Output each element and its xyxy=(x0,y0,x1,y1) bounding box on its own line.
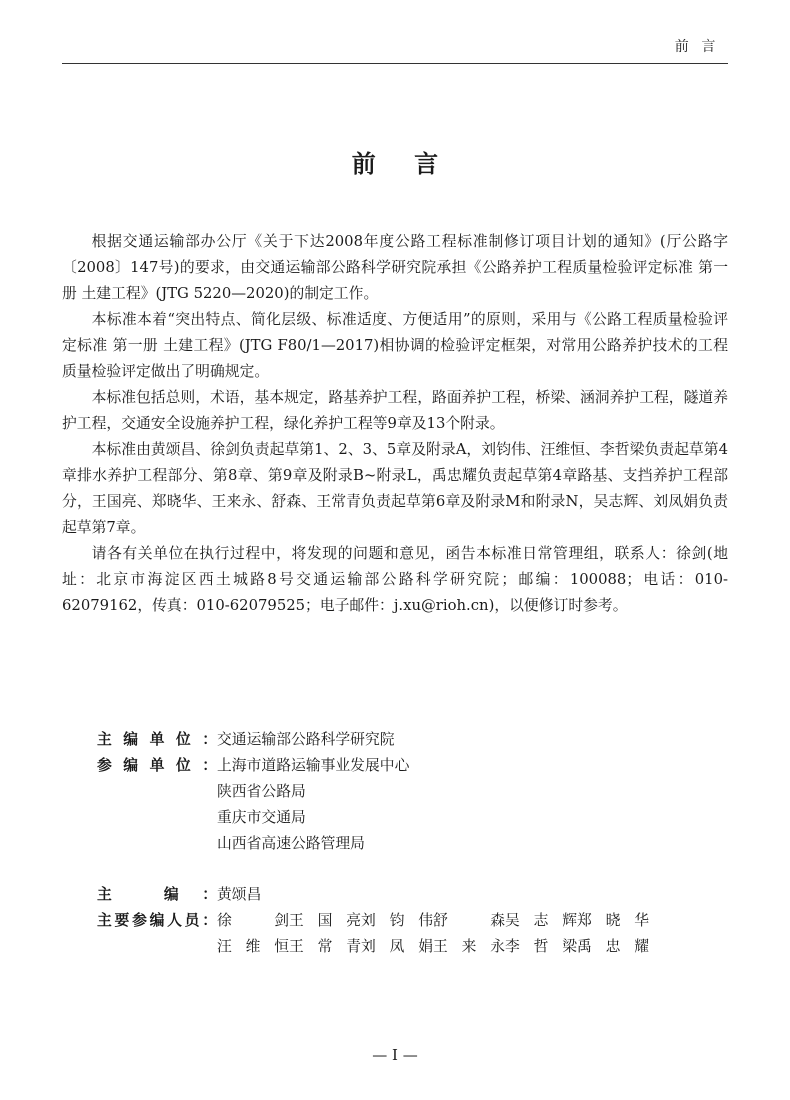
chief-editor-row xyxy=(97,882,728,908)
page-number: — I — xyxy=(372,1046,418,1064)
participants-line-1 xyxy=(217,908,728,934)
paragraph: 请各有关单位在执行过程中，将发现的问题和意见，函告本标准日常管理组，联系人：徐剑(地址：北京市海淀区西土城路8号交通运输部公路科学研究院；邮编：100088；电话：010-62079162，传真：010-62079525；电子邮件：j.xu@rioh.cn)，以便修订时参考。 xyxy=(62,545,728,614)
participant-name: 王国亮 xyxy=(289,912,361,929)
participants-row xyxy=(97,908,728,960)
participating-unit: 山西省高速公路管理局 xyxy=(217,835,365,852)
paragraph: 根据交通运输部办公厅《关于下达2008年度公路工程标准制修订项目计划的通知》(厅公路字〔2008〕147号)的要求，由交通运输部公路科学研究院承担《公路养护工程质量检验评定标准 第一册 土建工程》(JTG 5220—2020)的制定工作。 xyxy=(62,233,728,302)
running-header: 前言 xyxy=(62,36,728,64)
units-block xyxy=(97,727,728,857)
paragraph: 本标准由黄颂昌、徐剑负责起草第1、2、3、5章及附录A，刘钧伟、汪维恒、李哲梁负责起草第4章排水养护工程部分、第8章、第9章及附录B~附录L，禹忠耀负责起草第4章路基、支挡养护工程部分，王国亮、郑晓华、王来永、舒森、王常青负责起草第6章及附录M和附录N，吴志辉、刘凤娟负责起草第7章。 xyxy=(62,441,728,536)
participating-unit: 陕西省公路局 xyxy=(217,783,306,800)
chief-unit-row xyxy=(97,727,728,753)
preface-body xyxy=(62,229,728,619)
participant-name: 刘凤娟 xyxy=(361,938,433,955)
participant-name: 吴志辉 xyxy=(505,912,577,929)
participant-name: 徐 剑 xyxy=(217,912,289,929)
participant-name: 李哲梁 xyxy=(505,938,577,955)
editors-block xyxy=(97,882,728,960)
participating-unit: 重庆市交通局 xyxy=(217,809,306,826)
participants-line-2 xyxy=(217,934,728,960)
paragraph: 本标准本着“突出特点、简化层级、标准适度、方便适用”的原则，采用与《公路工程质量检验评定标准 第一册 土建工程》(JTG F80/1—2017)相协调的检验评定框架，对常用公路养护技术的工程质量检验评定做出了明确规定。 xyxy=(62,311,728,380)
participant-name: 王来永 xyxy=(433,938,505,955)
participant-name: 郑晓华 xyxy=(577,912,649,929)
participating-unit: 上海市道路运输事业发展中心 xyxy=(217,757,410,774)
participants-label: 主要参编人员： xyxy=(97,912,217,929)
participant-name: 禹忠耀 xyxy=(577,938,649,955)
participant-name: 舒 森 xyxy=(433,912,505,929)
participating-units-row xyxy=(97,753,728,857)
chief-unit-label: 主编单位： xyxy=(97,731,217,748)
participant-name: 汪维恒 xyxy=(217,938,289,955)
chief-unit-value: 交通运输部公路科学研究院 xyxy=(217,731,395,748)
chief-editor-label: 主 编： xyxy=(97,886,217,903)
participant-name: 王常青 xyxy=(289,938,361,955)
paragraph: 本标准包括总则，术语，基本规定，路基养护工程，路面养护工程，桥梁、涵洞养护工程，隧道养护工程，交通安全设施养护工程，绿化养护工程等9章及13个附录。 xyxy=(62,389,728,432)
page-title: 前言 xyxy=(351,150,477,178)
participant-name: 刘钧伟 xyxy=(361,912,433,929)
participating-units-label: 参编单位： xyxy=(97,757,217,774)
chief-editor-value: 黄颂昌 xyxy=(217,886,262,903)
